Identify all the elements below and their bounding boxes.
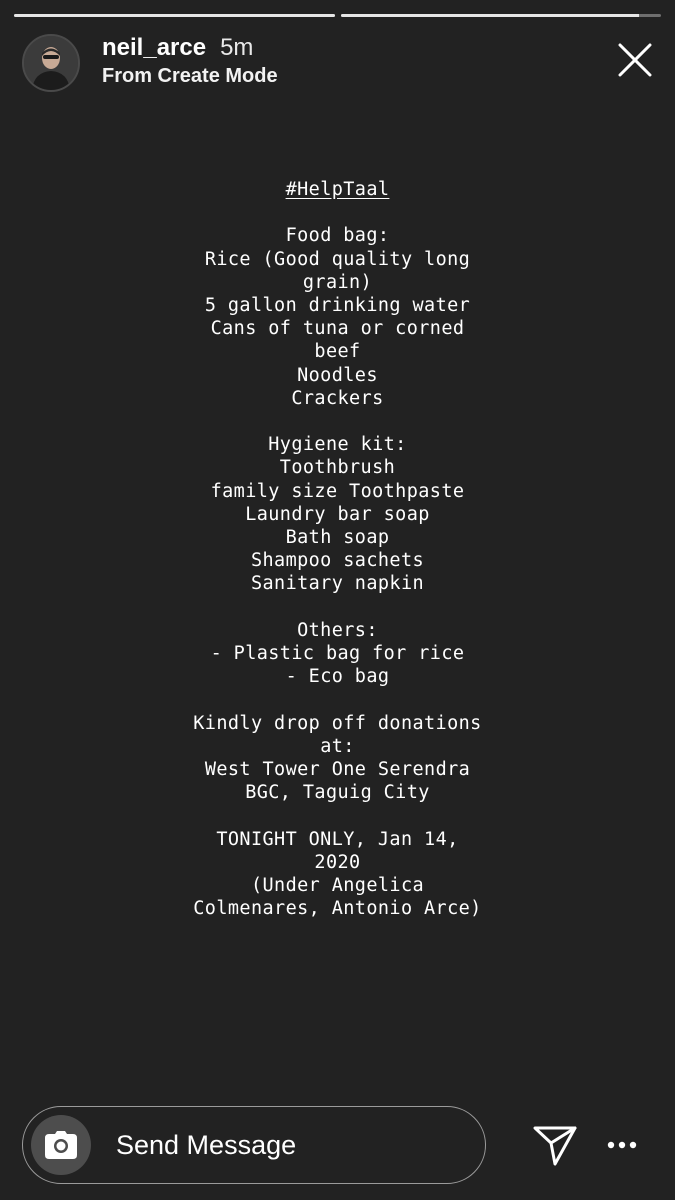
username-line [102,34,253,62]
more-options-button[interactable] [604,1134,640,1156]
progress-fill-1 [14,14,335,17]
camera-button[interactable] [31,1115,91,1175]
food-item: Crackers [291,387,384,409]
others-item: - Eco bag [285,666,390,688]
dropoff-line: Kindly drop off donations [193,712,482,734]
hygiene-item: Sanitary napkin [250,573,425,595]
food-bag-section [0,224,675,410]
username[interactable]: neil_arce [102,34,207,61]
food-item: Rice (Good quality long [204,248,471,270]
progress-segment-1 [14,14,335,17]
story-subtitle: From Create Mode [102,65,278,87]
send-message-input[interactable] [22,1106,486,1184]
dropoff-line: BGC, Taguig City [245,782,430,804]
hygiene-item: Toothbrush [279,457,396,479]
post-time: 5m [220,34,254,61]
hygiene-item: Laundry bar soap [245,503,430,525]
schedule-line: TONIGHT ONLY, Jan 14, [216,828,459,850]
progress-segment-2 [341,14,662,17]
hygiene-item: Shampoo sachets [250,550,425,572]
avatar-image [24,36,78,90]
more-options-icon [604,1134,640,1156]
story-progress-bar [14,14,661,17]
hygiene-kit-section [0,433,675,595]
send-button[interactable] [532,1124,578,1168]
hygiene-item: Bath soap [285,527,390,549]
story-header [22,32,661,94]
food-item: 5 gallon drinking water [204,295,471,316]
hygiene-kit-heading: Hygiene kit: [268,434,407,456]
send-message-placeholder: Send Message [116,1130,297,1160]
schedule-line: (Under Angelica [250,875,425,897]
food-item: grain) [302,271,373,293]
avatar[interactable] [22,34,80,92]
food-item: Noodles [297,364,378,386]
close-button[interactable] [615,40,655,80]
close-icon [615,40,655,80]
food-bag-heading: Food bag: [285,225,390,247]
hygiene-item: family size Toothpaste [210,480,465,502]
hashtag-block [0,178,675,201]
food-item: Cans of tuna or corned [210,318,465,340]
dropoff-line: West Tower One Serendra [204,759,471,781]
camera-icon [45,1131,77,1159]
dropoff-line: at: [320,735,355,757]
schedule-line: 2020 [314,851,361,873]
story-text [0,178,675,944]
others-section [0,619,675,689]
progress-fill-2 [341,14,639,17]
food-item: beef [314,341,361,363]
others-item: - Plastic bag for rice [210,643,465,665]
hashtag[interactable]: #HelpTaal [285,179,390,200]
others-heading: Others: [297,619,378,641]
send-icon [532,1124,578,1168]
schedule-section [0,828,675,921]
schedule-line: Colmenares, Antonio Arce) [193,898,482,920]
dropoff-section [0,712,675,805]
story-footer [0,1106,675,1186]
